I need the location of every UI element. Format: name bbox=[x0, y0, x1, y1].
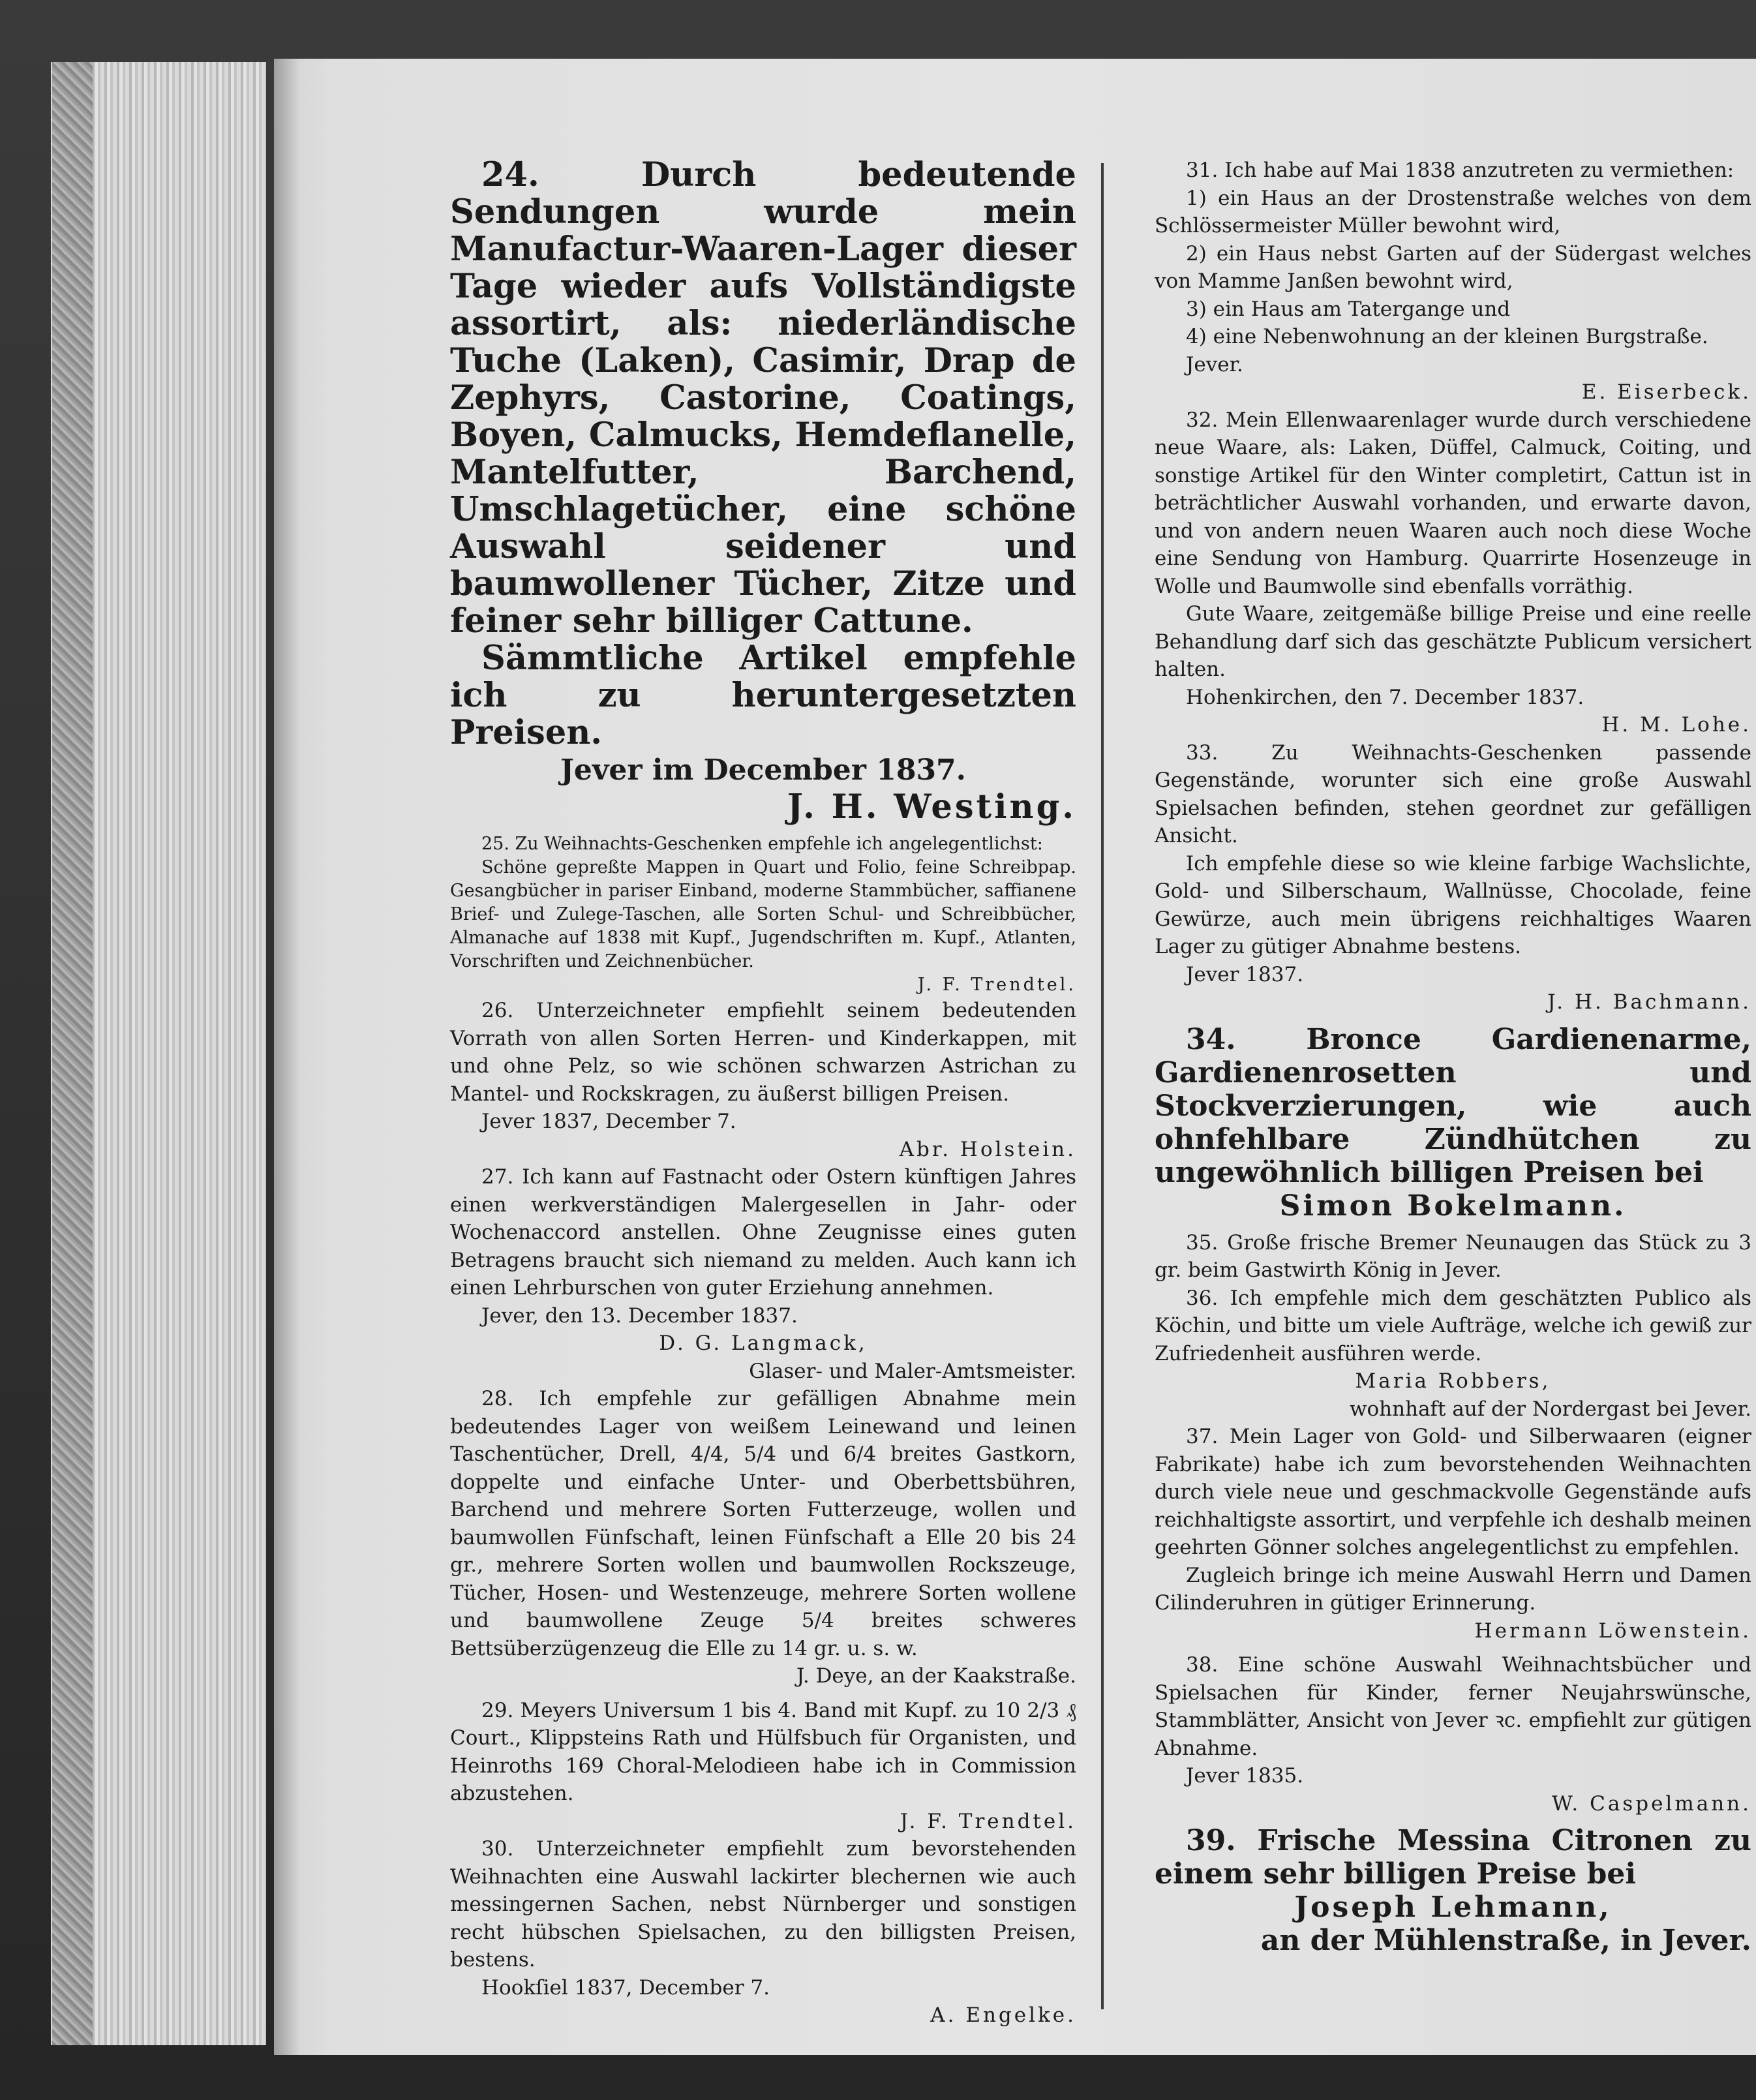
ad-30-body: 30. Unterzeichneter empfiehlt zum bevorstehenden Weihnachten eine Auswahl lackirter blechernen wie auch messingernen Sachen, nebst Nürnberger und sonstigen recht hübschen Spielsachen, zu den billigsten Preisen, bestens. bbox=[450, 1837, 1076, 1971]
ad-39-address: an der Mühlenstraße, in Jever. bbox=[1260, 1924, 1751, 1957]
ad-38-place: Jever 1835. bbox=[1186, 1764, 1304, 1788]
ad-29-signature: J. F. Trendtel. bbox=[900, 1809, 1076, 1833]
ad-24-body: 24. Durch bedeutende Sendungen wurde mein Manufactur-Waaren-Lager dieser Tage wieder aufs Vollständigste assortirt, als: niederländische Tuche (Laken), Casimir, Drap de Zephyrs, Castorine, Coatings, Boyen, Calmucks, Hemdeflanelle, Mantelfutter, Barchend, Umschlagetücher, eine schöne Auswahl seidener und baumwollener Tücher, Zitze und feiner sehr billiger Cattune. bbox=[450, 155, 1076, 641]
ad-24-place: Jever im December 1837. bbox=[560, 753, 966, 787]
ad-33 bbox=[1155, 739, 1751, 1016]
ad-36-body: 36. Ich empfehle mich dem geschätzten Publico als Köchin, und bitte um viele Aufträge, welche ich gewiß zur Zufriedenheit ausführen werde. bbox=[1155, 1286, 1751, 1365]
ad-32-signature: H. M. Lohe. bbox=[1601, 713, 1751, 737]
book-spine bbox=[52, 62, 93, 2045]
ad-31 bbox=[1155, 157, 1751, 406]
ad-27-signature-title: Glaser- und Maler-Amtsmeister. bbox=[749, 1359, 1076, 1383]
ad-36-signature: Maria Robbers, bbox=[1355, 1369, 1551, 1393]
ad-27 bbox=[450, 1163, 1076, 1385]
ad-37 bbox=[1155, 1423, 1751, 1645]
ad-32-body: 32. Mein Ellenwaarenlager wurde durch verschiedene neue Waare, als: Laken, Düffel, Calmuck, Coiting, und sonstige Artikel für den Winter completirt, Cattun ist in beträchtlicher Auswahl vorhanden, und erwarte davon, und von andern neuen Waaren auch noch diese Woche eine Sendung von Hamburg. Quarrirte Hosenzeuge in Wolle und Baumwolle sind ebenfalls vorräthig. bbox=[1155, 408, 1751, 598]
ad-38 bbox=[1155, 1651, 1751, 1818]
ad-31-head: 31. Ich habe auf Mai 1838 anzutreten zu vermiethen: bbox=[1186, 159, 1734, 182]
ad-39-signature: Joseph Lehmann, bbox=[1294, 1891, 1612, 1924]
ad-28-signature: J. Deye, an der Kaakstraße. bbox=[796, 1664, 1076, 1688]
ad-35-body: 35. Große frische Bremer Neunaugen das Stück zu 3 gr. beim Gastwirth König in Jever. bbox=[1155, 1230, 1751, 1282]
ad-34 bbox=[1155, 1023, 1751, 1223]
ad-36-address: wohnhaft auf der Nordergast bei Jever. bbox=[1349, 1397, 1751, 1421]
ad-33-place: Jever 1837. bbox=[1186, 962, 1304, 986]
ad-31-place: Jever. bbox=[1186, 352, 1243, 376]
ad-31-signature: E. Eiserbeck. bbox=[1581, 380, 1751, 404]
ad-37-signature: Hermann Löwenstein. bbox=[1474, 1619, 1751, 1643]
ad-24-signature: J. H. Westing. bbox=[787, 787, 1076, 827]
ad-31-item-3: 3) ein Haus am Tatergange und bbox=[1186, 297, 1511, 321]
ad-26 bbox=[450, 997, 1076, 1163]
ad-34-body: 34. Bronce Gardienenarme, Gardienenrosetten und Stockverzierungen, wie auch ohnfehlbare Zündhütchen zu ungewöhnlich billigen Preisen bei bbox=[1155, 1022, 1751, 1189]
ad-27-place: Jever, den 13. December 1837. bbox=[481, 1303, 798, 1328]
ad-27-signature: D. G. Langmack, bbox=[659, 1332, 868, 1355]
ad-35 bbox=[1155, 1229, 1751, 1285]
ad-33-signature: J. H. Bachmann. bbox=[1547, 990, 1751, 1014]
ad-30-signature: A. Engelke. bbox=[930, 2003, 1076, 2027]
ad-29 bbox=[450, 1697, 1076, 1836]
ad-30-place: Hookſiel 1837, December 7. bbox=[481, 1975, 770, 2000]
column-divider bbox=[1101, 163, 1104, 2009]
left-column bbox=[450, 157, 1076, 2030]
ad-31-item-4: 4) eine Nebenwohnung an der kleinen Burgstraße. bbox=[1186, 325, 1708, 348]
ad-27-body: 27. Ich kann auf Fastnacht oder Ostern künftigen Jahres einen werkverständigen Malergesellen in Jahr- oder Wochenaccord anstellen. Ohne Zeugnisse eines guten Betragens braucht sich niemand zu melden. Auch kann ich einen Lehrburschen von guter Erziehung annehmen. bbox=[450, 1165, 1076, 1300]
ad-25-signature: J. F. Trendtel. bbox=[917, 975, 1076, 995]
gutter-shadow bbox=[274, 59, 300, 2055]
ad-26-signature: Abr. Holstein. bbox=[899, 1137, 1076, 1161]
ad-32 bbox=[1155, 406, 1751, 739]
ad-28 bbox=[450, 1385, 1076, 1690]
ad-32-place: Hohenkirchen, den 7. December 1837. bbox=[1186, 685, 1584, 709]
ad-31-item-2: 2) ein Haus nebst Garten auf der Südergast welches von Mamme Janßen bewohnt wird, bbox=[1155, 241, 1751, 293]
ad-26-body: 26. Unterzeichneter empfiehlt seinem bedeutenden Vorrath von allen Sorten Herren- und Kinderkappen, mit und ohne Pelz, so wie schönen schwarzen Astrichan zu Mantel- und Rockskragen, zu äußerst billigen Preisen. bbox=[450, 999, 1076, 1106]
ad-37-body2: Zugleich bringe ich meine Auswahl Herrn und Damen Cilinderuhren in gütiger Erinnerung. bbox=[1155, 1563, 1751, 1615]
ad-38-body: 38. Eine schöne Auswahl Weihnachtsbücher und Spielsachen für Kinder, ferner Neujahrswünsche, Stammblätter, Ansicht von Jever ꝛc. empfiehlt zur gütigen Abnahme. bbox=[1155, 1653, 1751, 1760]
ad-30 bbox=[450, 1835, 1076, 2030]
ad-24 bbox=[450, 157, 1076, 826]
ad-33-body: 33. Zu Weihnachts-Geschenken passende Gegenstände, worunter sich eine große Auswahl Spielsachen befinden, stehen geordnet zur gefälligen Ansicht. bbox=[1155, 740, 1751, 847]
right-column bbox=[1155, 157, 1751, 1957]
ad-28-body: 28. Ich empfehle zur gefälligen Abnahme mein bedeutendes Lager von weißem Leinewand und leinen Taschentücher, Drell, 4/4, 5/4 und 6/4 breites Gastkorn, doppelte und einfache Unter- und Oberbettsbühren, Barchend und mehrere Sorten Futterzeuge, wollen und baumwollen Fünfschaft, leinen Fünfschaft a Elle 20 bis 24 gr., mehrere Sorten wollen und baumwollen Rockszeuge, Tücher, Hosen- und Westenzeuge, mehrere Sorten wollene und baumwollene Zeuge 5/4 breites schweres Bettsüberzügenzeug die Elle zu 14 gr. u. s. w. bbox=[450, 1387, 1076, 1660]
ad-34-signature: Simon Bokelmann. bbox=[1279, 1189, 1627, 1223]
ad-32-body2: Gute Waare, zeitgemäße billige Preise und eine reelle Behandlung darf sich das geschätzte Publicum versichert halten. bbox=[1155, 602, 1751, 681]
ad-39-body: 39. Frische Messina Citronen zu einem sehr billigen Preise bei bbox=[1155, 1824, 1751, 1891]
ad-29-body: 29. Meyers Universum 1 bis 4. Band mit Kupf. zu 10 2/3 ₰ Court., Klippsteins Rath und Hülfsbuch für Organisten, und Heinroths 169 Choral-Melodieen habe ich in Commission abzustehen. bbox=[450, 1698, 1076, 1805]
ad-31-item-1: 1) ein Haus an der Drostenstraße welches von dem Schlössermeister Müller bewohnt wird, bbox=[1155, 186, 1751, 237]
ad-25-body2: Schöne gepreßte Mappen in Quart und Folio, feine Schreibpap. Gesangbücher in pariser Einband, moderne Stammbücher, saffianene Brief- und Zulege-Taschen, alle Sorten Schul- und Schreibbücher, Almanache auf 1838 mit Kupf., Jugendschriften m. Kupf., Atlanten, Vorschriften und Zeichnenbücher. bbox=[450, 857, 1076, 971]
ad-24-body2: Sämmtliche Artikel empfehle ich zu heruntergesetzten Preisen. bbox=[450, 639, 1076, 752]
ad-37-body: 37. Mein Lager von Gold- und Silberwaaren (eigner Fabrikate) habe ich zum bevorstehenden Weihnachten durch viele neue und geschmackvolle Gegenstände aufs reichhaltigste assortirt, und verpfehle ich deshalb meinen geehrten Gönner solches angelegentlichst zu empfehlen. bbox=[1155, 1425, 1751, 1559]
ad-25 bbox=[450, 832, 1076, 997]
ad-39 bbox=[1155, 1824, 1751, 1957]
ad-26-place: Jever 1837, December 7. bbox=[481, 1110, 736, 1133]
ad-36 bbox=[1155, 1285, 1751, 1423]
ad-33-body2: Ich empfehle diese so wie kleine farbige Wachslichte, Gold- und Silberschaum, Wallnüsse, Chocolade, feine Gewürze, auch mein übrigens reichhaltiges Waaren Lager zu gütiger Abnahme bestens. bbox=[1155, 851, 1751, 958]
ad-38-signature: W. Caspelmann. bbox=[1551, 1791, 1751, 1816]
ad-25-body: 25. Zu Weihnachts-Geschenken empfehle ich angelegentlichst: bbox=[481, 834, 1043, 854]
